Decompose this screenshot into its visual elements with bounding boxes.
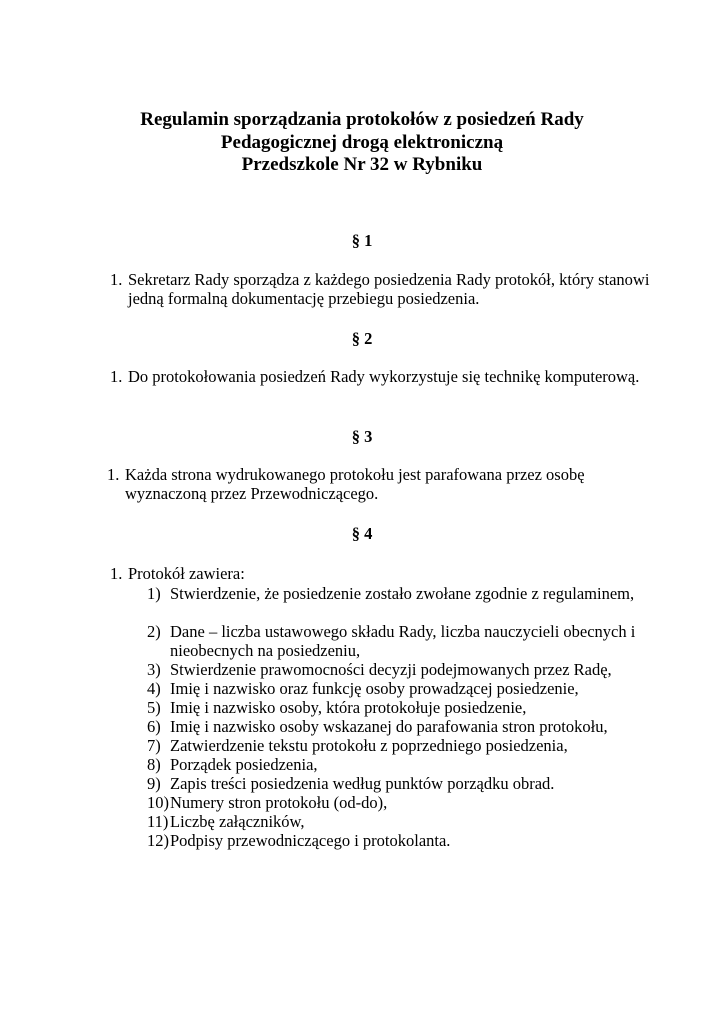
section-3-item-number: 1.: [107, 465, 120, 484]
list-item: [147, 755, 647, 774]
list-item: [147, 774, 647, 793]
list-item: [147, 736, 647, 755]
list-item: [147, 584, 647, 622]
title-line-2: Pedagogicznej drogą elektroniczną: [220, 131, 504, 153]
list-item-number: 5): [147, 698, 161, 717]
protocol-contents-list: [147, 584, 647, 850]
list-item-text: Zatwierdzenie tekstu protokołu z poprzedniego posiedzenia,: [170, 736, 568, 755]
section-4-heading: § 4: [351, 524, 373, 543]
title-line-3: Przedszkole Nr 32 w Rybniku: [241, 154, 483, 175]
section-1-item-text: Sekretarz Rady sporządza z każdego posiedzenia Rady protokół, który stanowi jedną formalną dokumentację przebiegu posiedzenia.: [128, 270, 650, 308]
list-item-text: Imię i nazwisko osoby, która protokołuje posiedzenie,: [170, 698, 527, 717]
list-item-text: Zapis treści posiedzenia według punktów porządku obrad.: [170, 774, 555, 793]
list-item-text: Dane – liczba ustawowego składu Rady, liczba nauczycieli obecnych i nieobecnych na posiedzeniu,: [170, 622, 636, 660]
section-1-heading: § 1: [351, 231, 373, 250]
list-item-number: 3): [147, 660, 161, 679]
section-2-heading: § 2: [351, 329, 373, 348]
list-item-text: Stwierdzenie, że posiedzenie zostało zwołane zgodnie z regulaminem,: [170, 584, 635, 603]
list-item-text: Imię i nazwisko oraz funkcję osoby prowadzącej posiedzenie,: [170, 679, 579, 698]
list-item: [147, 679, 647, 698]
section-3-item-text: Każda strona wydrukowanego protokołu jest parafowana przez osobę wyznaczoną przez Przewodniczącego.: [125, 465, 585, 503]
list-item-text: Imię i nazwisko osoby wskazanej do parafowania stron protokołu,: [170, 717, 608, 736]
document-title: [0, 109, 724, 177]
list-item: [147, 698, 647, 717]
list-item-number: 4): [147, 679, 161, 698]
list-item-number: 1): [147, 584, 161, 603]
section-2-item-number: 1.: [110, 367, 123, 386]
list-item-number: 12): [147, 831, 169, 850]
list-item-number: 9): [147, 774, 161, 793]
section-4-item-number: 1.: [110, 564, 123, 583]
list-item-text: Liczbę załączników,: [170, 812, 305, 831]
list-item-text: Podpisy przewodniczącego i protokolanta.: [170, 831, 451, 850]
list-item: [147, 793, 647, 812]
section-2-item-text: Do protokołowania posiedzeń Rady wykorzystuje się technikę komputerową.: [128, 367, 640, 386]
list-item-number: 6): [147, 717, 161, 736]
list-item-number: 7): [147, 736, 161, 755]
list-item-number: 11): [147, 812, 169, 831]
list-item-number: 10): [147, 793, 169, 812]
section-4-item-text: Protokół zawiera:: [128, 564, 245, 583]
title-line-1: Regulamin sporządzania protokołów z posiedzeń Rady: [140, 109, 584, 130]
list-item-number: 2): [147, 622, 161, 641]
list-item: [147, 717, 647, 736]
section-1-item-number: 1.: [110, 270, 123, 289]
list-item-number: 8): [147, 755, 161, 774]
section-3-heading: § 3: [351, 427, 373, 446]
list-item-text: Porządek posiedzenia,: [170, 755, 318, 774]
list-item: [147, 660, 647, 679]
list-item: [147, 831, 647, 850]
list-item-text: Stwierdzenie prawomocności decyzji podejmowanych przez Radę,: [170, 660, 612, 679]
list-item-text: Numery stron protokołu (od-do),: [170, 793, 388, 812]
list-item: [147, 622, 647, 660]
list-item: [147, 812, 647, 831]
